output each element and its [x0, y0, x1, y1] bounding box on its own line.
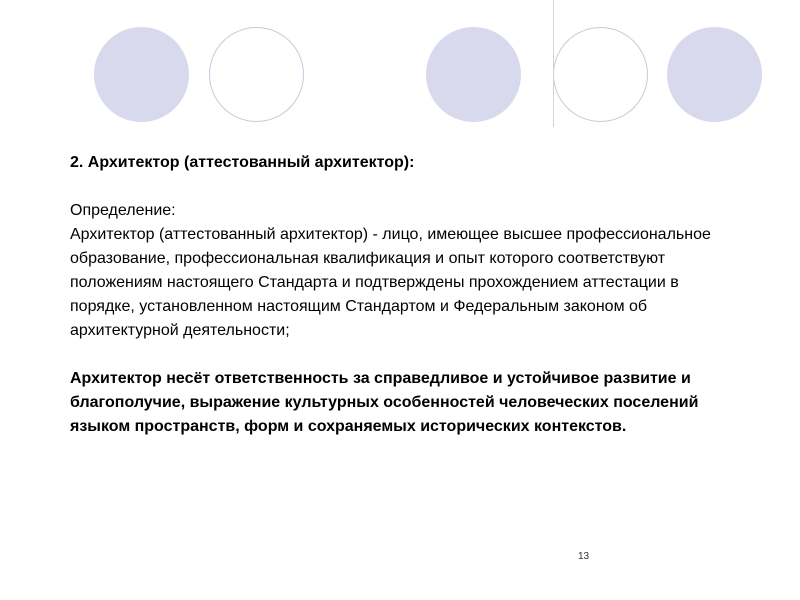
page-number: 13 — [578, 551, 590, 562]
decorative-circle-filled — [94, 27, 189, 122]
decorative-divider-line — [553, 0, 554, 127]
decorative-circle-filled — [426, 27, 521, 122]
responsibility-statement: Архитектор несёт ответственность за справедливое и устойчивое развитие и благополучие, выражение культурных особенностей человеческих поселений языком пространств, форм и сохраняемых исторических контекстов. — [70, 370, 699, 435]
decorative-circle-outline — [553, 27, 648, 122]
definition-text: Архитектор (аттестованный архитектор) - лицо, имеющее высшее профессиональное образование, профессиональная квалификация и опыт которого соответствуют положениям настоящего Стандарта и подтверждены прохождением аттестации в порядке, установленном настоящим Стандартом и Федеральным законом об архитектурной деятельности; — [70, 226, 711, 339]
decorative-circle-filled — [667, 27, 762, 122]
decorative-circle-outline — [209, 27, 304, 122]
definition-label: Определение: — [70, 202, 176, 219]
slide-heading: 2. Архитектор (аттестованный архитектор): — [70, 154, 415, 171]
slide-content — [70, 152, 740, 439]
